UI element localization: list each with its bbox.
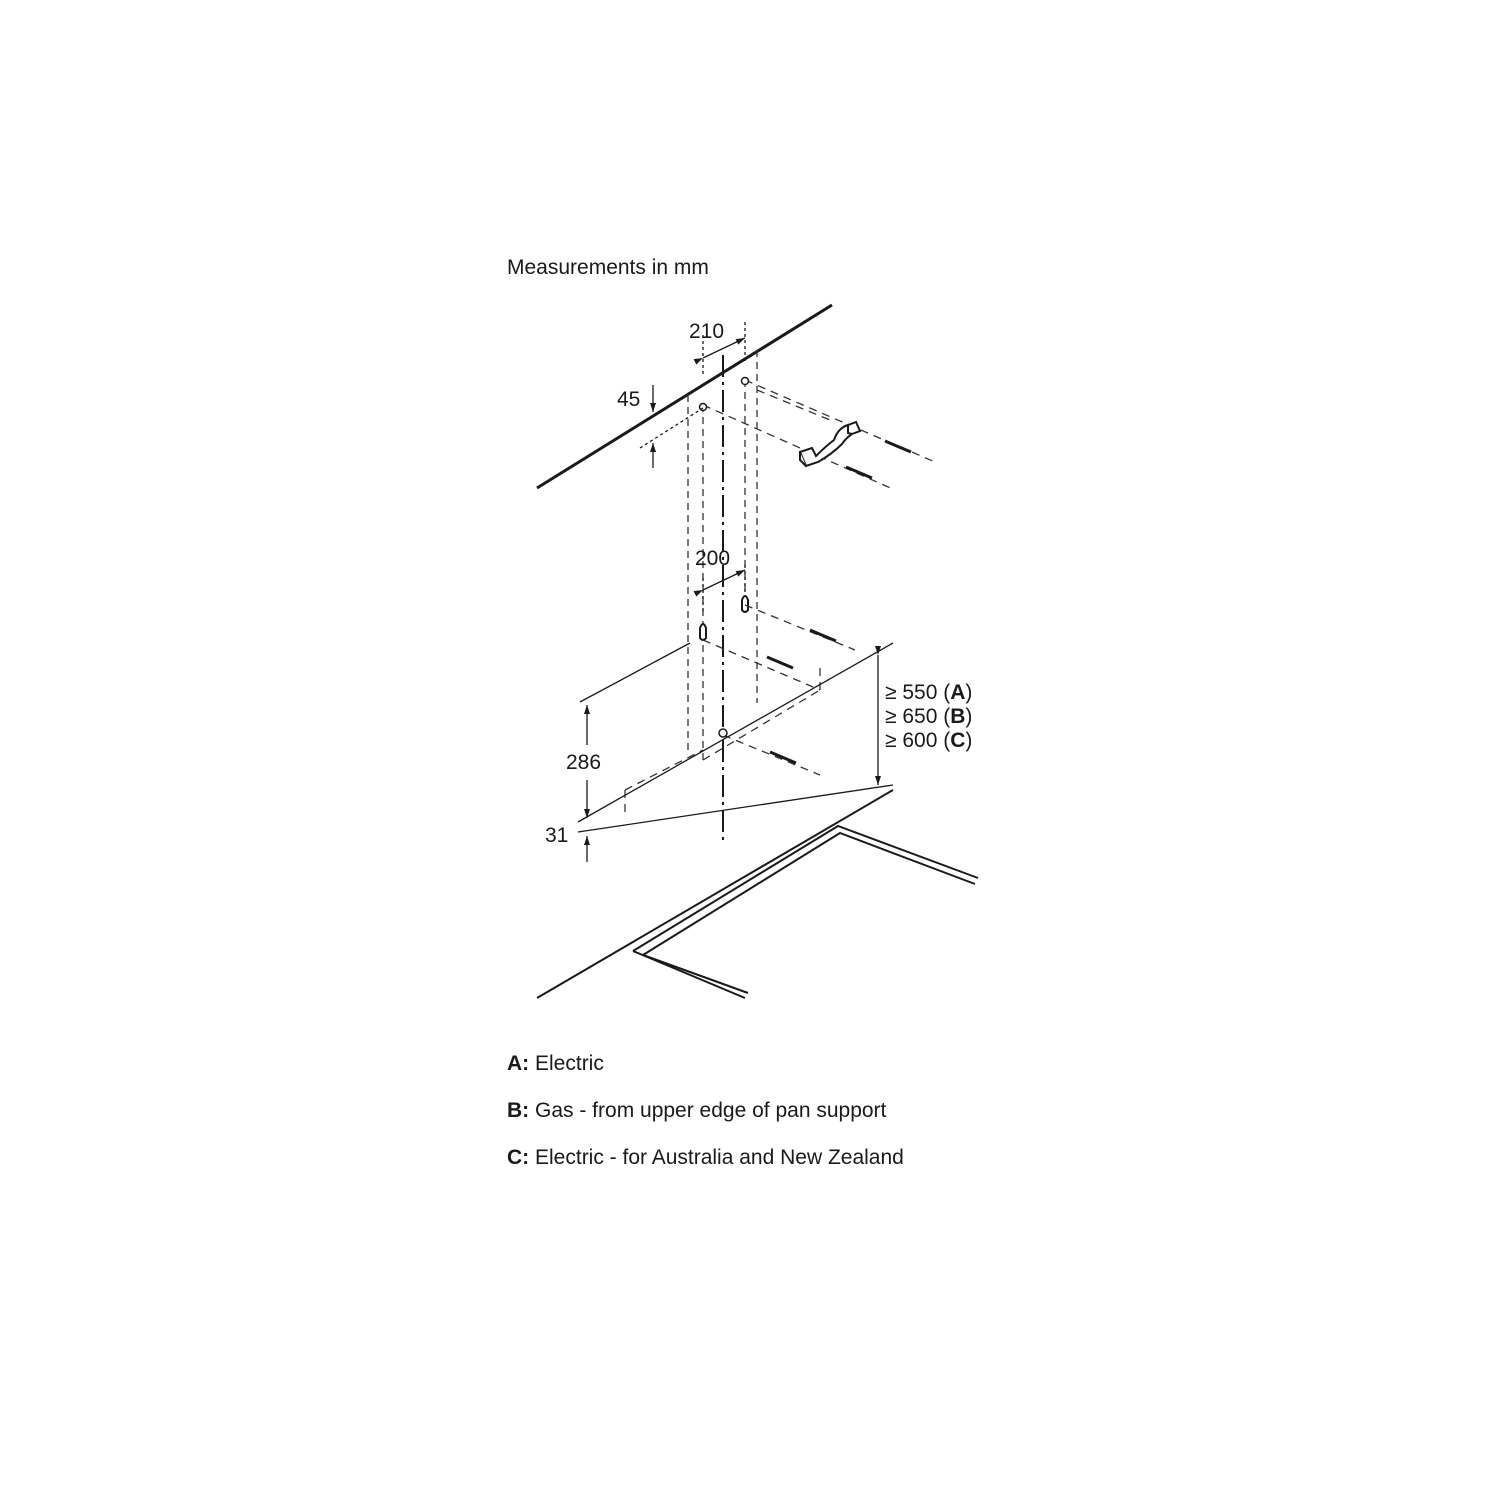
upper-dashed-guides <box>703 380 935 490</box>
upper-hole-right <box>742 378 749 385</box>
dimension-45-label: 45 <box>617 388 641 411</box>
screws-lower <box>767 630 836 763</box>
dimension-286-label: 286 <box>566 751 602 774</box>
legend-item-b: B: Gas - from upper edge of pan support <box>507 1099 887 1122</box>
dimension-31-label: 31 <box>545 824 569 847</box>
upper-hole-left <box>700 404 707 411</box>
clearance-b: ≥ 650 (B) <box>885 705 973 728</box>
clearance-c: ≥ 600 (C) <box>885 729 973 752</box>
diagram-title: Measurements in mm <box>507 256 709 279</box>
clearance-a: ≥ 550 (A) <box>885 681 973 704</box>
screws-upper <box>846 441 911 478</box>
legend-item-c: C: Electric - for Australia and New Zealand <box>507 1146 904 1169</box>
dimension-45 <box>640 385 703 468</box>
clearance-labels <box>885 681 972 752</box>
hood-outline <box>578 643 893 832</box>
centre-hole <box>719 729 727 737</box>
ceiling-line <box>537 305 832 488</box>
dimension-200-label: 200 <box>695 547 731 570</box>
mounting-bracket <box>800 422 860 466</box>
worktop-and-hob <box>537 790 978 998</box>
dimension-210-label: 210 <box>689 320 725 343</box>
legend-item-a: A: Electric <box>507 1052 604 1075</box>
